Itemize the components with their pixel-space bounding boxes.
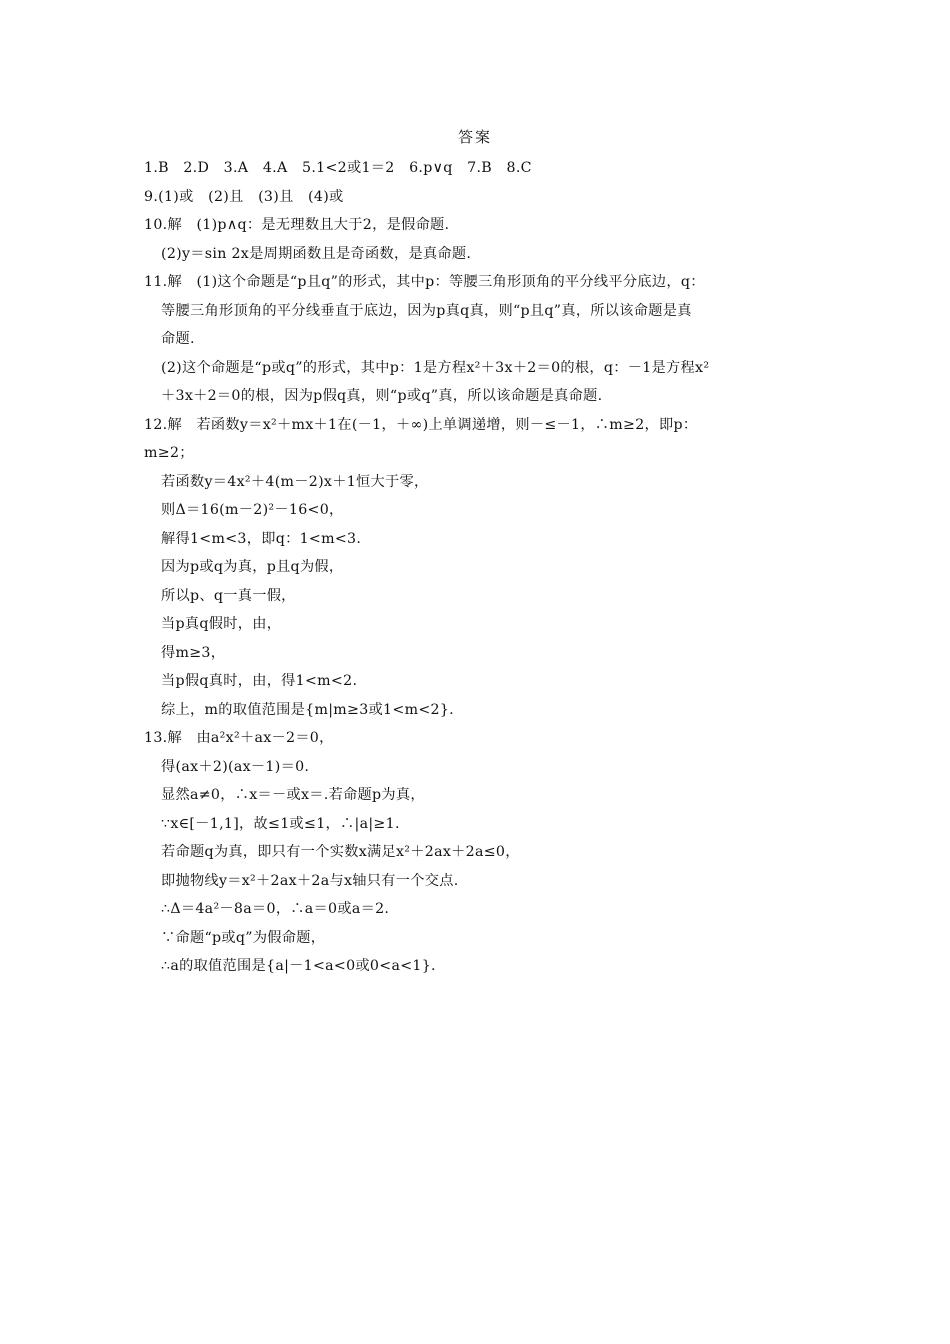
- answer-line: 10.解 (1)p∧q：是无理数且大于2，是假命题.: [144, 217, 450, 233]
- answer-line: 显然a≠0，∴x＝－或x＝.若命题p为真，: [161, 787, 425, 803]
- answer-line: (2)y＝sin 2x是周期函数且是奇函数，是真命题.: [161, 245, 472, 262]
- answer-line: 则Δ＝16(m－2)²－16<0，: [161, 502, 344, 518]
- answer-line: 1.B 2.D 3.A 4.A 5.1<2或1＝2 6.p∨q 7.B 8.C: [144, 160, 532, 176]
- answer-line: 所以p、q一真一假，: [161, 587, 296, 604]
- answer-line: 等腰三角形顶角的平分线垂直于底边，因为p真q真，则“p且q”真，所以该命题是真: [161, 302, 692, 319]
- answer-line: 解得1<m<3，即q：1<m<3.: [161, 530, 362, 547]
- answer-line: 11.解 (1)这个命题是“p且q”的形式，其中p：等腰三角形顶角的平分线平分底边，q：: [144, 274, 705, 290]
- answer-line: 若命题q为真，即只有一个实数x满足x²＋2ax＋2a≤0，: [161, 844, 520, 860]
- answer-line: 命题.: [161, 331, 195, 347]
- answer-line: ∴Δ＝4a²－8a＝0，∴a＝0或a＝2.: [161, 901, 390, 917]
- answer-line: 即抛物线y＝x²＋2ax＋2a与x轴只有一个交点.: [161, 872, 459, 889]
- answer-line: (2)这个命题是“p或q”的形式，其中p：1是方程x²＋3x＋2＝0的根，q：－1是方程x²: [161, 359, 710, 376]
- answer-line: 12.解 若函数y＝x²＋mx＋1在(－1，＋∞)上单调递增，则－≤－1，∴m≥2，即p：: [144, 416, 698, 433]
- answer-line: 得m≥3，: [161, 644, 226, 661]
- answer-line: 当p假q真时，由，得1<m<2.: [161, 673, 358, 689]
- answer-line: ∴a的取值范围是{a|－1<a<0或0<a<1}.: [161, 958, 436, 974]
- answer-line: 当p真q假时，由，: [161, 616, 282, 632]
- page-title: 答案: [457, 128, 492, 146]
- answer-line: ∵x∈[－1,1]，故≤1或≤1，∴|a|≥1.: [161, 815, 400, 832]
- answer-line: ∵命题“p或q”为假命题，: [161, 929, 326, 946]
- answer-line: 若函数y＝4x²＋4(m－2)x＋1恒大于零，: [161, 473, 429, 490]
- answer-content: [144, 154, 812, 981]
- answer-line: m≥2；: [144, 445, 194, 461]
- answer-line: ＋3x＋2＝0的根，因为p假q真，则“p或q”真，所以该命题是真命题.: [161, 388, 603, 404]
- answer-line: 得(ax＋2)(ax－1)＝0.: [161, 758, 310, 775]
- answer-line: 综上，m的取值范围是{m|m≥3或1<m<2}.: [161, 701, 454, 718]
- answer-line: 9.(1)或 (2)且 (3)且 (4)或: [144, 188, 344, 205]
- answer-line: 因为p或q为真，p且q为假，: [161, 559, 344, 575]
- answer-line: 13.解 由a²x²＋ax－2＝0，: [144, 730, 334, 746]
